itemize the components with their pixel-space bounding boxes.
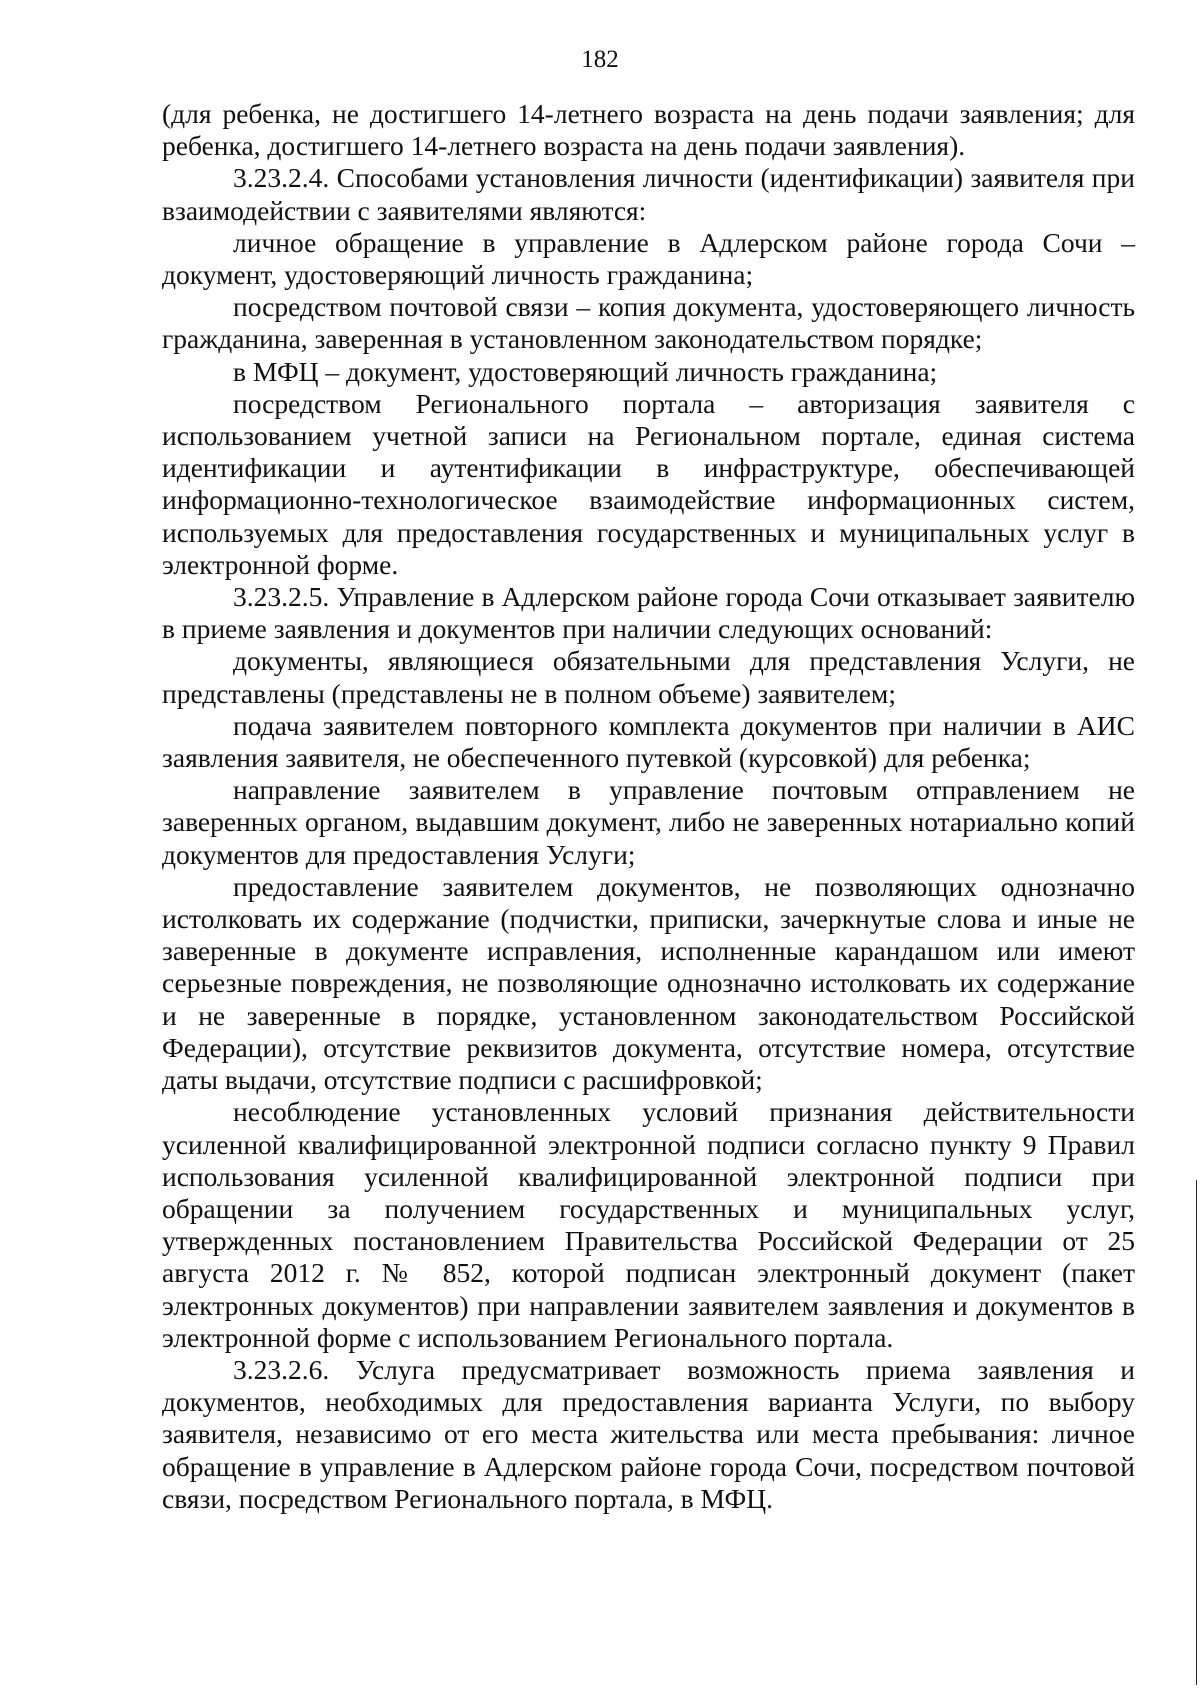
paragraph-3-23-2-6: 3.23.2.6. Услуга предусматривает возможность приема заявления и документов, необходимых для предоставления варианта Услуги, по выбору заявителя, независимо от его места жительства или места пребывания: личное обращение в управление в Адлерском районе города Сочи, посредством почтовой связи, посредством Регионального портала, в МФЦ. — [162, 1353, 1135, 1514]
paragraph-postal: посредством почтовой связи – копия документа, удостоверяющего личность гражданина, заверенная в установленном законодательством порядке; — [162, 291, 1135, 355]
paragraph-ground-ambiguous-docs: предоставление заявителем документов, не позволяющих однозначно истолковать их содержание (подчистки, приписки, зачеркнутые слова и иные не заверенные в документе исправления, исполненные карандашом или имеют серьезные повреждения, не позволяющие однозначно истолковать их содержание и не заверенные в порядке, установленном законодательством Российской Федерации), отсутствие реквизитов документа, отсутствие номера, отсутствие даты выдачи, отсутствие подписи с расшифровкой; — [162, 870, 1135, 1096]
paragraph-3-23-2-4: 3.23.2.4. Способами установления личности (идентификации) заявителя при взаимодействии с заявителями являются: — [162, 162, 1135, 226]
document-body — [162, 98, 1135, 1515]
paragraph-regional-portal: посредством Регионального портала – авторизация заявителя с использованием учетной записи на Региональном портале, единая система идентификации и аутентификации в инфраструктуре, обеспечивающей информационно-технологическое взаимодействие информационных систем, используемых для предоставления государственных и муниципальных услуг в электронной форме. — [162, 387, 1135, 580]
paragraph-ground-signature: несоблюдение установленных условий признания действительности усиленной квалифицированной электронной подписи согласно пункту 9 Правил использования усиленной квалифицированной электронной подписи при обращении за получением государственных и муниципальных услуг, утвержденных постановлением Правительства Российской Федерации от 25 августа 2012 г. № 852, которой подписан электронный документ (пакет электронных документов) при направлении заявителем заявления и документов в электронной форме с использованием Регионального портала. — [162, 1096, 1135, 1353]
paragraph-ground-repeat-set: подача заявителем повторного комплекта документов при наличии в АИС заявления заявителя, не обеспеченного путевкой (курсовкой) для ребенка; — [162, 709, 1135, 774]
paragraph-3-23-2-5: 3.23.2.5. Управление в Адлерском районе города Сочи отказывает заявителю в приеме заявления и документов при наличии следующих оснований: — [162, 581, 1135, 645]
paragraph-ground-incomplete-docs: документы, являющиеся обязательными для представления Услуги, не представлены (представлены не в полном объеме) заявителем; — [162, 645, 1135, 709]
scan-edge-line — [1196, 1180, 1197, 1685]
paragraph-personal-visit: личное обращение в управление в Адлерском районе города Сочи – документ, удостоверяющий личность гражданина; — [162, 226, 1135, 291]
page-number: 182 — [581, 46, 619, 73]
paragraph-continuation: (для ребенка, не достигшего 14-летнего возраста на день подачи заявления; для ребенка, достигшего 14-летнего возраста на день подачи заявления). — [162, 98, 1135, 162]
paragraph-ground-unnotarized-copies: направление заявителем в управление почтовым отправлением не заверенных органом, выдавшим документ, либо не заверенных нотариально копий документов для предоставления Услуги; — [162, 774, 1135, 870]
paragraph-mfc: в МФЦ – документ, удостоверяющий личность гражданина; — [233, 355, 938, 387]
